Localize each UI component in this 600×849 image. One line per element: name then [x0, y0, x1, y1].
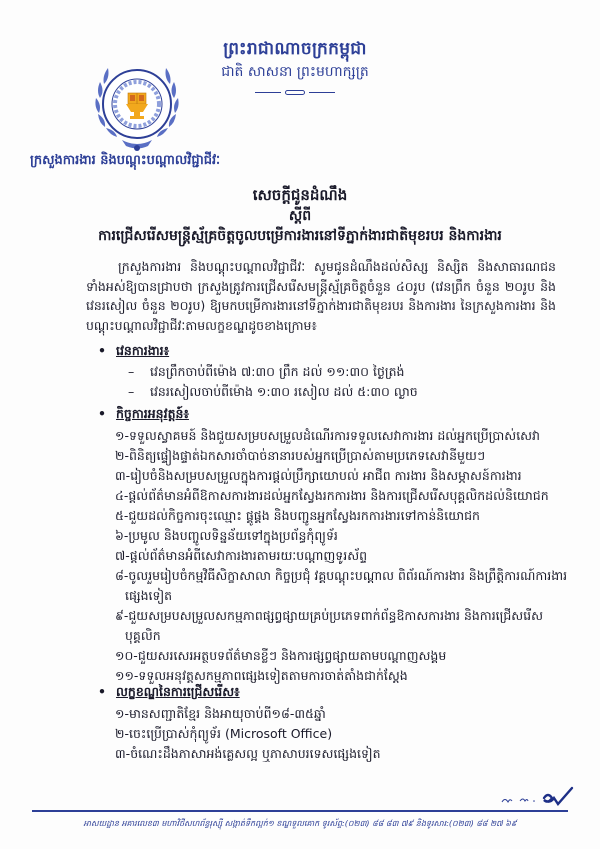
footer-address: អាសយដ្ឋាន អគារលេខ៣ មហាវិថីសហព័ន្ធរុស្ស៊ី សង្កាត់ទឹកល្អក់១ ខណ្ឌទួលគោក ទូរស័ព្ទ:(០២៣) ៨៨ ៨៣ ៧៩ និងទូរសារ:(០២៣) ៨៨ ២៧ ៦៩: [83, 819, 517, 828]
duties-heading: កិច្ចការអនុវត្តន៍៖: [116, 406, 189, 421]
bullet-icon: •: [98, 406, 106, 421]
list-item: ៦-ប្រមូល និងបញ្ចូលទិន្នន័យទៅក្នុងប្រព័ន្ធកុំព្យូទ័រ: [115, 528, 338, 543]
list-item: ៣-ចំណេះដឹងភាសាអង់គ្លេសល្អ ឬភាសាបរទេសផ្សេងទៀត: [115, 746, 381, 761]
list-item: ២-ពិនិត្យផ្ទៀងផ្ទាត់ឯកសារចាំបាច់នានារបស់អ្នកប្រើប្រាស់តាមប្រភេទសេវានីមួយៗ: [115, 448, 486, 463]
bullet-icon: •: [98, 343, 106, 358]
criteria-heading: លក្ខខណ្ឌនៃការជ្រើសរើស៖: [116, 684, 240, 699]
kingdom-motto: ជាតិ សាសនា ព្រះមហាក្សត្រ: [221, 64, 369, 80]
list-item: ៨-ចូលរួមរៀបចំកម្មវិធីសិក្ខាសាលា កិច្ចប្រជុំ វគ្គបណ្តុះបណ្តាល ពិព័រណ៍ការងារ និងព្រឹត្តិការណ៍ការងារផ្សេងទៀត: [115, 568, 568, 603]
shifts-heading-row: [98, 341, 169, 361]
kingdom-title: ព្រះរាជាណាចក្រកម្ពុជា: [223, 39, 367, 59]
announcement-title: សេចក្តីជូនដំណឹង: [252, 186, 348, 204]
dash-icon: –: [128, 384, 135, 399]
ornament-divider: [255, 90, 335, 96]
duties-list: [115, 426, 570, 686]
handwritten-initials: [500, 786, 580, 808]
announcement-subject-label: ស្តីពី: [288, 208, 312, 224]
shifts-list: [128, 362, 418, 402]
kingdom-header: [215, 38, 375, 96]
bullet-icon: •: [98, 684, 106, 699]
list-item: ៣-រៀបចំនិងសម្របសម្រួលក្នុងការផ្តល់ប្រឹក្សាយោបល់ អាជីព ការងារ និងសម្ភាសន៍ការងារ: [115, 468, 522, 483]
footer-divider: [32, 810, 568, 812]
list-item: ១១-ទទួលអនុវត្តសកម្មភាពផ្សេងទៀតតាមការចាត់តាំងជាក់ស្តែង: [115, 668, 408, 683]
list-item: – វេនព្រឹកចាប់ពីម៉ោង ៧:៣០ ព្រឹក ដល់ ១១:៣០ ថ្ងៃត្រង់: [128, 362, 418, 382]
criteria-heading-row: [98, 682, 240, 702]
list-item: ៤-ផ្តល់ព័ត៌មានអំពីឱកាសការងារដល់អ្នកស្វែងរកការងារ និងការជ្រើសរើសបុគ្គលិកដល់និយោជក: [115, 488, 549, 503]
criteria-list: [115, 704, 570, 764]
intro-paragraph: ក្រសួងការងារ និងបណ្តុះបណ្តាលវិជ្ជាជីវៈ សូមជូនដំណឹងដល់សិស្ស និស្សិត និងសាធារណជនទាំងអស់ឱ្យបានជ្រាបថា ក្រសួងត្រូវការជ្រើសរើសមន្ត្រីស្ម័គ្រចិត្តចំនួន ៤០រូប (វេនព្រឹក ចំនួន ២០រូប និង វេនរសៀល ចំនួន ២០រូប) ឱ្យមកបម្រើការងារនៅទីភ្នាក់ងារជាតិមុខរបរ និងការងារ នៃក្រសួងការងារ និង បណ្តុះបណ្តាលវិជ្ជាជីវៈតាមលក្ខខណ្ឌដូចខាងក្រោម៖: [86, 259, 556, 333]
list-item: – វេនរសៀលចាប់ពីម៉ោង ១:៣០ រសៀល ដល់ ៥:៣០ ល្ងាច: [128, 382, 418, 402]
shifts-heading: វេនការងារ៖: [116, 343, 170, 358]
list-item: ៧-ផ្តល់ព័ត៌មានអំពីសេវាការងារតាមរយៈបណ្តាញទូរស័ព្ទ: [115, 548, 368, 563]
list-item: ៥-ជួយដល់កិច្ចការចុះឈ្មោះ ផ្គូផ្គង និងបញ្ជូនអ្នកស្វែងរកការងារទៅកាន់និយោជក: [115, 508, 480, 523]
ministry-emblem-icon: [88, 56, 186, 156]
list-item: ១-មានសញ្ជាតិខ្មែរ និងអាយុចាប់ពី១៨-៣៥ឆ្នាំ: [115, 706, 326, 721]
duties-heading-row: [98, 404, 189, 424]
list-item: ២-ចេះប្រើប្រាស់កុំព្យូទ័រ (Microsoft Office): [115, 726, 333, 741]
ministry-name: ក្រសួងការងារ និងបណ្តុះបណ្តាលវិជ្ជាជីវៈ: [30, 153, 221, 168]
list-item: ១-ទទួលស្វាគមន៍ និងជួយសម្របសម្រួលដំណើរការទទួលសេវាការងារ ដល់អ្នកប្រើប្រាស់សេវា: [115, 428, 540, 443]
announcement-subject: ការជ្រើសរើសមន្ត្រីស្ម័គ្រចិត្តចូលបម្រើការងារនៅទីភ្នាក់ងារជាតិមុខរបរ និងការងារ: [98, 228, 502, 244]
list-item: ៩-ជួយសម្របសម្រួលសកម្មភាពផ្សព្វផ្សាយគ្រប់ប្រភេទពាក់ព័ន្ធឱកាសការងារ និងការជ្រើសរើសបុគ្គលិក: [115, 608, 544, 643]
signature-icon: [500, 786, 580, 808]
list-item: ១០-ជួយសរសេរអត្ថបទព័ត៌មានខ្លីៗ និងការផ្សព្វផ្សាយតាមបណ្តាញសង្គម: [115, 648, 447, 663]
dash-icon: –: [128, 364, 135, 379]
ministry-logo: [88, 56, 186, 156]
